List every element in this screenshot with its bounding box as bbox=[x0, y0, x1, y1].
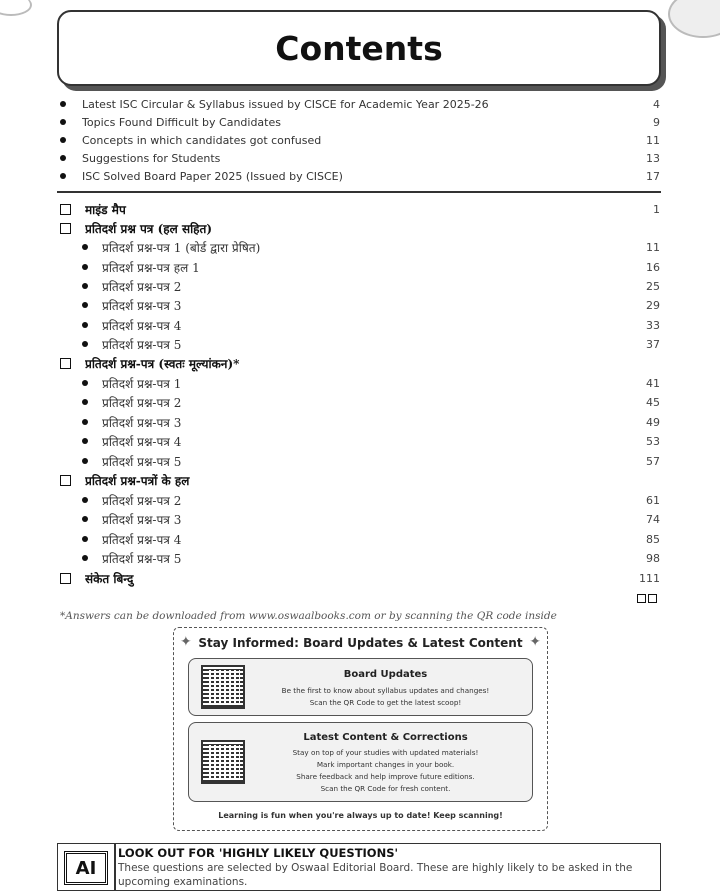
bullet-icon bbox=[82, 419, 88, 425]
bullet-icon bbox=[82, 341, 88, 347]
row-label: ISC Solved Board Paper 2025 (Issued by CISCE) bbox=[82, 169, 343, 183]
contents-row[interactable] bbox=[60, 131, 660, 149]
contents-section-mind-map[interactable] bbox=[60, 200, 660, 218]
bullet-icon bbox=[82, 497, 88, 503]
row-page: 61 bbox=[646, 493, 660, 507]
answers-note: *Answers can be downloaded from www.oswaalbooks.com or by scanning the QR code inside bbox=[60, 610, 557, 622]
corner-decoration-left bbox=[0, 0, 32, 16]
row-label: प्रतिदर्श प्रश्न-पत्र 2 bbox=[102, 395, 182, 410]
contents-row[interactable] bbox=[60, 374, 660, 392]
bullet-icon bbox=[82, 380, 88, 386]
row-label: प्रतिदर्श प्रश्न-पत्र 4 bbox=[102, 318, 182, 333]
row-page: 17 bbox=[646, 169, 660, 183]
bullet-icon bbox=[82, 458, 88, 464]
contents-section-heading bbox=[60, 219, 660, 237]
ai-heading: LOOK OUT FOR 'HIGHLY LIKELY QUESTIONS' bbox=[118, 846, 399, 860]
row-page: 98 bbox=[646, 551, 660, 565]
row-page: 16 bbox=[646, 260, 660, 274]
board-updates-line: Be the first to know about syllabus updates and changes! bbox=[281, 686, 490, 695]
bullet-icon bbox=[60, 101, 66, 107]
contents-section-heading bbox=[60, 354, 660, 372]
bullet-icon bbox=[82, 322, 88, 328]
megaphone-icon: ✦ bbox=[529, 634, 541, 650]
contents-section-heading bbox=[60, 471, 660, 489]
bullet-icon bbox=[60, 119, 66, 125]
contents-row[interactable] bbox=[60, 238, 660, 256]
contents-row[interactable] bbox=[60, 393, 660, 411]
highly-likely-questions-box bbox=[57, 843, 661, 891]
row-page: 25 bbox=[646, 279, 660, 293]
row-label: प्रतिदर्श प्रश्न-पत्र 1 bbox=[102, 376, 182, 391]
row-label: प्रतिदर्श प्रश्न-पत्र 3 bbox=[102, 415, 182, 430]
row-page: 9 bbox=[653, 115, 660, 129]
contents-row[interactable] bbox=[60, 452, 660, 470]
megaphone-icon: ✦ bbox=[180, 634, 192, 650]
corner-decoration-right bbox=[668, 0, 720, 38]
bullet-icon bbox=[82, 536, 88, 542]
bullet-icon bbox=[60, 137, 66, 143]
contents-row[interactable] bbox=[60, 432, 660, 450]
contents-row[interactable] bbox=[60, 413, 660, 431]
contents-row[interactable] bbox=[60, 149, 660, 167]
latest-content-line: Stay on top of your studies with updated materials! bbox=[292, 748, 479, 757]
section-heading: प्रतिदर्श प्रश्न पत्र (हल सहित) bbox=[85, 221, 213, 236]
section-divider bbox=[57, 191, 661, 193]
row-label: प्रतिदर्श प्रश्न-पत्र 2 bbox=[102, 279, 182, 294]
contents-row[interactable] bbox=[60, 113, 660, 131]
row-label: प्रतिदर्श प्रश्न-पत्र 2 bbox=[102, 493, 182, 508]
board-updates-title: Board Updates bbox=[343, 669, 428, 680]
ai-description: These questions are selected by Oswaal Editorial Board. These are highly likely to be asked in the upcoming examinations. bbox=[118, 862, 633, 888]
checkbox-icon bbox=[60, 475, 71, 486]
ai-logo-icon: AI bbox=[64, 851, 108, 885]
contents-row[interactable] bbox=[60, 491, 660, 509]
row-page: 49 bbox=[646, 415, 660, 429]
row-label: प्रतिदर्श प्रश्न-पत्र 5 bbox=[102, 454, 182, 469]
contents-row[interactable] bbox=[60, 510, 660, 528]
contents-row[interactable] bbox=[60, 258, 660, 276]
row-label: प्रतिदर्श प्रश्न-पत्र 4 bbox=[102, 532, 182, 547]
bullet-icon bbox=[82, 302, 88, 308]
bullet-icon bbox=[82, 516, 88, 522]
row-page: 11 bbox=[646, 240, 660, 254]
latest-content-panel bbox=[188, 722, 533, 802]
row-page: 57 bbox=[646, 454, 660, 468]
row-page: 29 bbox=[646, 298, 660, 312]
board-updates-panel bbox=[188, 658, 533, 716]
row-label: प्रतिदर्श प्रश्न-पत्र 5 bbox=[102, 551, 182, 566]
row-page: 37 bbox=[646, 337, 660, 351]
checkbox-icon bbox=[60, 573, 71, 584]
row-page: 53 bbox=[646, 434, 660, 448]
checkbox-icon bbox=[60, 223, 71, 234]
row-page: 4 bbox=[653, 97, 660, 111]
row-page: 45 bbox=[646, 395, 660, 409]
row-label: प्रतिदर्श प्रश्न-पत्र 4 bbox=[102, 434, 182, 449]
page-title: Contents bbox=[275, 28, 443, 68]
contents-row[interactable] bbox=[60, 549, 660, 567]
row-label: संकेत बिन्दु bbox=[85, 571, 134, 586]
checkbox-icon bbox=[60, 204, 71, 215]
board-updates-line: Scan the QR Code to get the latest scoop! bbox=[309, 698, 462, 707]
bullet-icon bbox=[60, 155, 66, 161]
end-mark-icon bbox=[637, 594, 657, 603]
stay-informed-title: Stay Informed: Board Updates & Latest Content bbox=[198, 636, 523, 650]
bullet-icon bbox=[82, 438, 88, 444]
row-page: 1 bbox=[653, 202, 660, 216]
row-label: प्रतिदर्श प्रश्न-पत्र 1 (बोर्ड द्वारा प्रेषित) bbox=[102, 240, 261, 255]
latest-content-title: Latest Content & Corrections bbox=[303, 732, 468, 743]
row-label: प्रतिदर्श प्रश्न-पत्र हल 1 bbox=[102, 260, 200, 275]
contents-row[interactable] bbox=[60, 335, 660, 353]
section-heading: प्रतिदर्श प्रश्न-पत्रों के हल bbox=[85, 473, 190, 488]
latest-content-line: Share feedback and help improve future editions. bbox=[296, 772, 475, 781]
row-page: 85 bbox=[646, 532, 660, 546]
row-page: 33 bbox=[646, 318, 660, 332]
contents-row[interactable] bbox=[60, 530, 660, 548]
bullet-icon bbox=[60, 173, 66, 179]
stay-informed-footer: Learning is fun when you're always up to date! Keep scanning! bbox=[218, 811, 503, 820]
bullet-icon bbox=[82, 283, 88, 289]
bullet-icon bbox=[82, 244, 88, 250]
row-label: प्रतिदर्श प्रश्न-पत्र 3 bbox=[102, 512, 182, 527]
latest-content-line: Mark important changes in your book. bbox=[316, 760, 455, 769]
row-page: 13 bbox=[646, 151, 660, 165]
row-page: 11 bbox=[646, 133, 660, 147]
ai-separator bbox=[114, 844, 116, 890]
row-label: Suggestions for Students bbox=[82, 151, 221, 165]
stay-informed-box bbox=[173, 627, 548, 831]
contents-row[interactable] bbox=[60, 296, 660, 314]
row-label: प्रतिदर्श प्रश्न-पत्र 5 bbox=[102, 337, 182, 352]
bullet-icon bbox=[82, 399, 88, 405]
row-page: 41 bbox=[646, 376, 660, 390]
contents-row[interactable] bbox=[60, 277, 660, 295]
row-page: 74 bbox=[646, 512, 660, 526]
section-heading: प्रतिदर्श प्रश्न-पत्र (स्वतः मूल्यांकन)* bbox=[85, 356, 240, 371]
row-label: माइंड मैप bbox=[85, 202, 126, 217]
title-banner bbox=[57, 10, 661, 86]
contents-row[interactable] bbox=[60, 167, 660, 185]
contents-section-hints[interactable] bbox=[60, 569, 660, 587]
row-page: 111 bbox=[639, 571, 660, 585]
row-label: Concepts in which candidates got confused bbox=[82, 133, 322, 147]
bullet-icon bbox=[82, 264, 88, 270]
bullet-icon bbox=[82, 555, 88, 561]
row-label: Topics Found Difficult by Candidates bbox=[82, 115, 281, 129]
checkbox-icon bbox=[60, 358, 71, 369]
latest-content-line: Scan the QR Code for fresh content. bbox=[320, 784, 451, 793]
contents-row[interactable] bbox=[60, 95, 660, 113]
row-label: Latest ISC Circular & Syllabus issued by CISCE for Academic Year 2025-26 bbox=[82, 97, 489, 111]
row-label: प्रतिदर्श प्रश्न-पत्र 3 bbox=[102, 298, 182, 313]
contents-row[interactable] bbox=[60, 316, 660, 334]
